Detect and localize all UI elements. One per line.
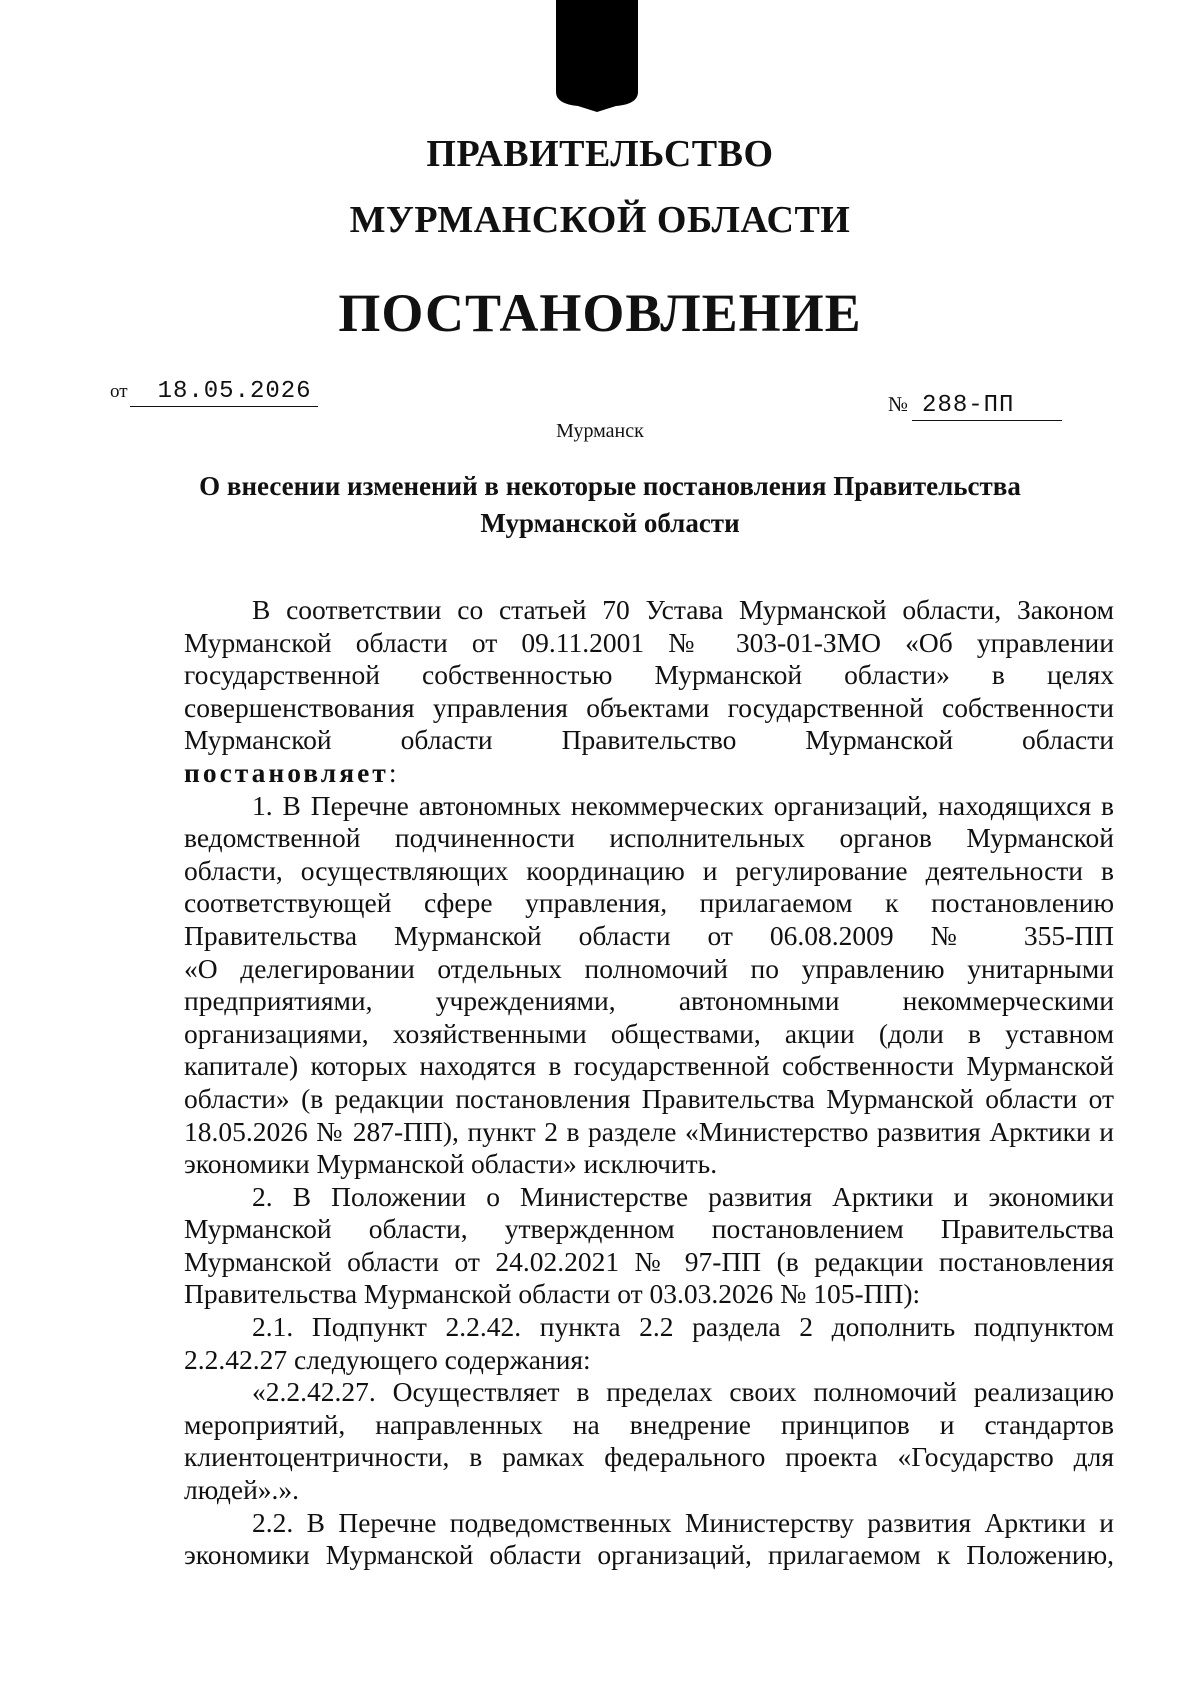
government-name-line-1: ПРАВИТЕЛЬСТВО — [426, 133, 774, 175]
text-line: Мурманской области от 24.02.2021 № 97-ПП (в редакции постановления — [184, 1245, 1114, 1277]
text-line: 2. В Положении о Министерстве развития Арктики и экономики — [252, 1180, 1114, 1212]
text-line: государственной собственностью Мурманской области» в целях — [184, 659, 1114, 691]
text-line — [184, 757, 1114, 790]
document-body — [184, 594, 1114, 1572]
text-line: области, осуществляющих координацию и регулирование деятельности в — [184, 854, 1114, 886]
text-line: 2.1. Подпункт 2.2.42. пункта 2.2 раздела 2 дополнить подпунктом — [252, 1311, 1114, 1343]
date-prefix: от — [110, 381, 128, 402]
text-line: 1. В Перечне автономных некоммерческих организаций, находящихся в — [252, 789, 1114, 821]
text-line: клиентоцентричности, в рамках федерального проекта «Государство для — [184, 1441, 1114, 1473]
coat-of-arms-icon — [556, 0, 638, 112]
text-line: «О делегировании отдельных полномочий по управлению унитарными — [184, 952, 1114, 984]
decides-colon: : — [388, 756, 397, 788]
text-line: совершенствования управления объектами государственной собственности — [184, 691, 1114, 723]
text-line: 2.2.42.27 следующего содержания: — [184, 1343, 591, 1375]
government-name-line-2: МУРМАНСКОЙ ОБЛАСТИ — [349, 199, 851, 241]
document-date — [110, 378, 318, 407]
text-line: Правительства Мурманской области от 06.08.2009 № 355-ПП — [184, 919, 1114, 951]
title-line: Мурманской области — [480, 508, 740, 538]
text-line: 18.05.2026 № 287-ПП), пункт 2 в разделе «Министерство развития Арктики и — [184, 1115, 1114, 1147]
text-line: «2.2.42.27. Осуществляет в пределах своих полномочий реализацию — [252, 1376, 1114, 1408]
text-line: 2.2. В Перечне подведомственных Министерству развития Арктики и — [252, 1506, 1114, 1538]
decides-word: постановляет — [184, 756, 389, 788]
text-line: соответствующей сфере управления, прилагаемом к постановлению — [184, 887, 1114, 919]
city: Мурманск — [556, 420, 644, 442]
text-line: Мурманской области, утвержденном постановлением Правительства — [184, 1213, 1114, 1245]
document-title — [150, 468, 1070, 542]
document-type: ПОСТАНОВЛЕНИЕ — [338, 283, 862, 343]
number-value: 288-ПП — [912, 392, 1062, 421]
text-line: мероприятий, направленных на внедрение принципов и стандартов — [184, 1408, 1114, 1440]
text-line: предприятиями, учреждениями, автономными некоммерческими — [184, 985, 1114, 1017]
date-value: 18.05.2026 — [130, 378, 318, 407]
text-line: ведомственной подчиненности исполнительных органов Мурманской — [184, 822, 1114, 854]
document-number — [888, 392, 1062, 421]
number-prefix: № — [888, 392, 909, 416]
text-line: экономики Мурманской области организаций, прилагаемом к Положению, — [184, 1539, 1114, 1571]
text-line: В соответствии со статьей 70 Устава Мурманской области, Законом — [252, 594, 1114, 625]
text-line: Правительства Мурманской области от 03.03.2026 № 105-ПП): — [184, 1278, 921, 1310]
text-line: капитале) которых находятся в государственной собственности Мурманской — [184, 1050, 1114, 1082]
title-line: О внесении изменений в некоторые постановления Правительства — [199, 471, 1021, 501]
text-line: области» (в редакции постановления Правительства Мурманской области от — [184, 1082, 1114, 1114]
text-line: организациями, хозяйственными обществами, акции (доли в уставном — [184, 1017, 1114, 1049]
text-line: Мурманской области от 09.11.2001 № 303-01-ЗМО «Об управлении — [184, 626, 1114, 658]
text-line: людей».». — [184, 1474, 300, 1506]
text-line: экономики Мурманской области» исключить. — [184, 1148, 718, 1180]
text-line: Мурманской области Правительство Мурманской области — [184, 724, 1114, 756]
